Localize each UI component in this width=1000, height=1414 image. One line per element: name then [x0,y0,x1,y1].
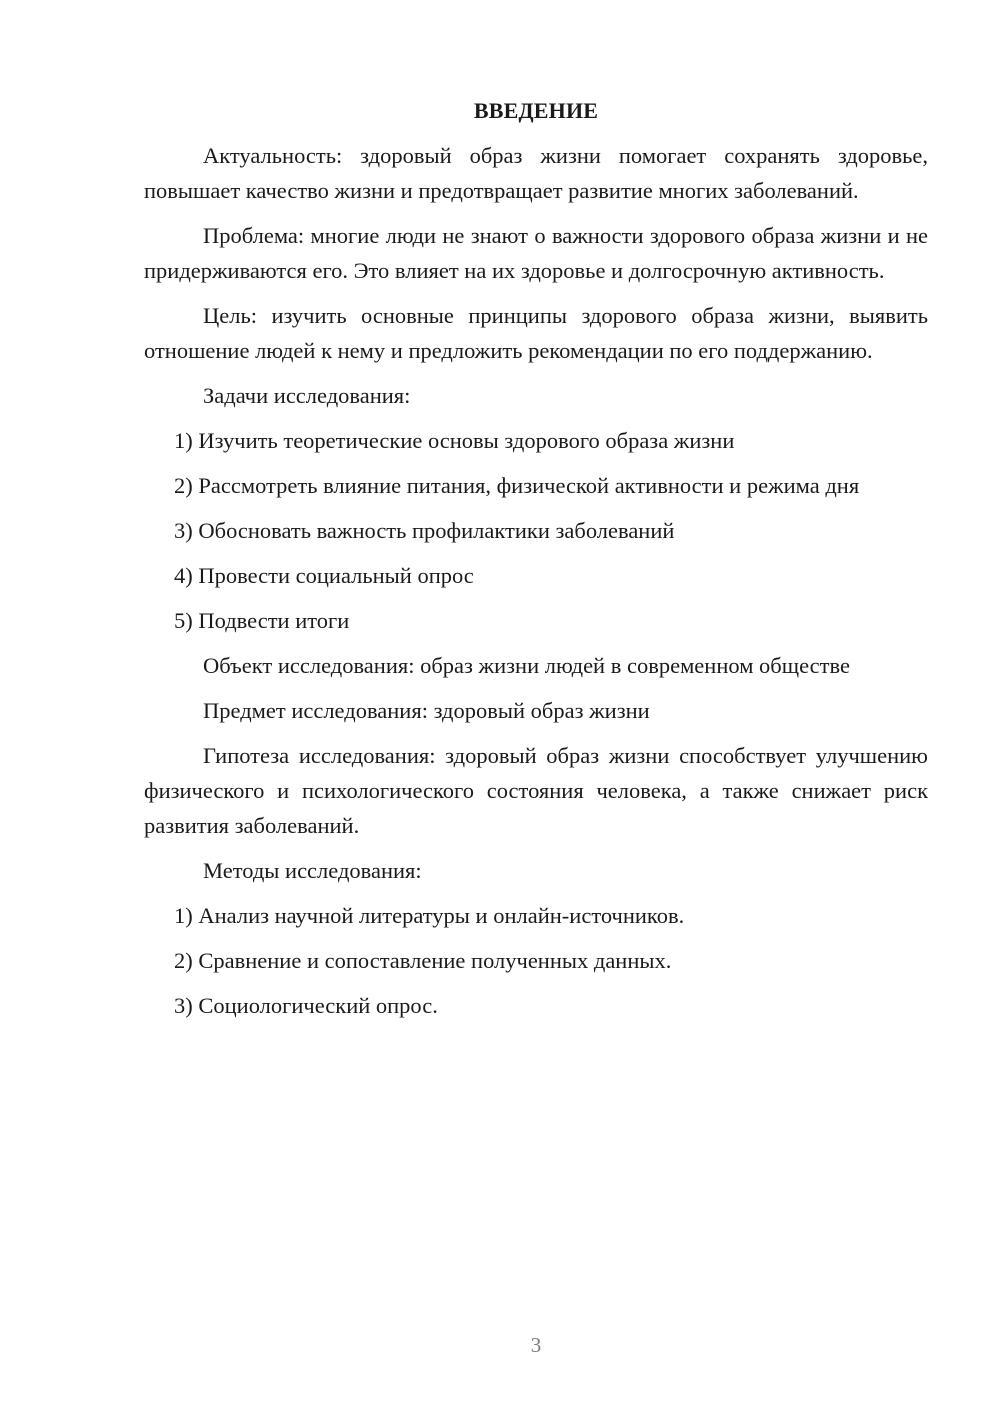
task-item-1: 1) Изучить теоретические основы здорового образа жизни [174,428,735,453]
task-item-3: 3) Обосновать важность профилактики заболеваний [174,518,675,543]
task-item-5: 5) Подвести итоги [174,608,350,633]
task-item-2: 2) Рассмотреть влияние питания, физической активности и режима дня [174,473,860,498]
goal-paragraph: Цель: изучить основные принципы здорового образа жизни, выявить отношение людей к нему и предложить рекомендации по его поддержанию. [144,303,928,363]
relevance-paragraph: Актуальность: здоровый образ жизни помогает сохранять здоровье, повышает качество жизни и предотвращает развитие многих заболеваний. [144,143,928,203]
hypothesis-paragraph: Гипотеза исследования: здоровый образ жизни способствует улучшению физического и психологического состояния человека, а также снижает риск развития заболеваний. [144,743,928,838]
section-title: ВВЕДЕНИЕ [473,98,599,123]
task-item-4: 4) Провести социальный опрос [174,563,474,588]
problem-paragraph: Проблема: многие люди не знают о важности здорового образа жизни и не придерживаются его. Это влияет на их здоровье и долгосрочную активность. [144,223,928,283]
methods-heading: Методы исследования: [203,858,422,883]
page-number: 3 [530,1333,542,1357]
object-line: Объект исследования: образ жизни людей в современном обществе [203,653,850,678]
subject-line: Предмет исследования: здоровый образ жизни [203,698,650,723]
method-item-1: 1) Анализ научной литературы и онлайн-источников. [174,903,685,928]
method-item-2: 2) Сравнение и сопоставление полученных данных. [174,948,672,973]
page-content [144,93,928,1033]
method-item-3: 3) Социологический опрос. [174,993,438,1018]
tasks-heading: Задачи исследования: [203,383,411,408]
